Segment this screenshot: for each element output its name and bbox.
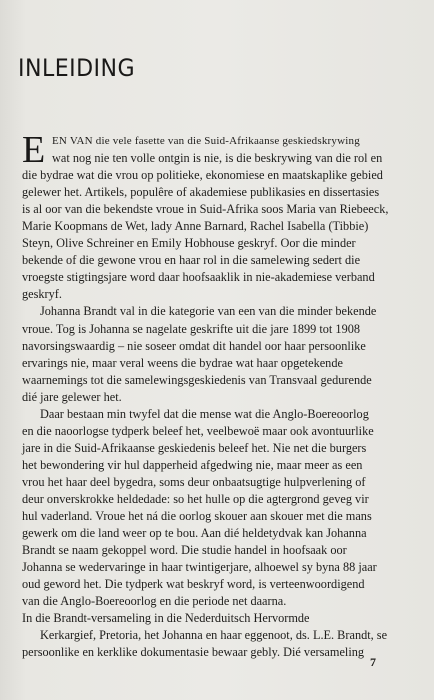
text-line: vroegste stigtingsjare word daar hoofsaaklik in nie-akademiese verband xyxy=(22,270,375,285)
text-line: EN VAN die vele fasette van die Suid-Afrikaanse geskiedskrywing xyxy=(52,135,360,147)
text-line: persoonlike en kerklike dokumentasie bewaar gebly. Dié versameling xyxy=(22,645,365,660)
text-line: Daar bestaan min twyfel dat die mense wat die Anglo-Boereoorlog xyxy=(40,406,369,421)
text-line: ervarings nie, maar veral weens die bydrae wat haar opgetekende xyxy=(22,355,343,370)
text-line: Johanna Brandt val in die kategorie van een van die minder bekende xyxy=(40,304,377,319)
text-line: vrou het haar deel bygedra, soms deur onbaatsugtige hulpverlening of xyxy=(22,474,366,489)
body-text xyxy=(22,129,389,679)
text-line: Brandt se naam gekoppel word. Die studie handel in hoofsaak oor xyxy=(22,543,347,558)
text-line: geskryf. xyxy=(22,287,62,302)
text-line: van die Anglo-Boereoorlog en die periode net daarna. xyxy=(22,594,287,609)
text-line: vroue. Tog is Johanna se nagelate geskrifte uit die jare 1899 tot 1908 xyxy=(22,321,361,336)
text-line: Kerkargief, Pretoria, het Johanna en haar eggenoot, ds. L.E. Brandt, se xyxy=(40,628,388,643)
page-number: 7 xyxy=(370,655,376,669)
text-line: bekende of die gewone vrou en haar rol in die samelewing sedert die xyxy=(22,253,361,268)
text-line: waarnemings tot die samelewingsgeskiedenis van Transvaal gedurende xyxy=(22,372,372,387)
text-line: Steyn, Olive Schreiner en Emily Hobhouse geskryf. Oor die minder xyxy=(22,236,356,251)
text-line: jare in die Suid-Afrikaanse geskiedenis beleef het. Nie net die burgers xyxy=(22,440,367,455)
text-line: In die Brandt-versameling in die Nederduitsch Hervormde xyxy=(22,611,310,626)
text-line xyxy=(22,661,380,678)
text-line: Marie Koopmans de Wet, lady Anne Barnard, Rachel Isabella (Tibbie) xyxy=(22,219,369,234)
text-line: Johanna se wedervaringe in haar twintigerjare, alhoewel sy byna 88 jaar xyxy=(22,560,377,575)
text-line: gewerk om die land weer op te bou. Aan dié heldetydvak kan Johanna xyxy=(22,526,367,541)
text-line: en die naoorlogse tydperk beleef het, veelbewoë maar ook avontuurlike xyxy=(22,423,374,438)
text-line: wat nog nie ten volle ontgin is nie, is die beskrywing van die rol en xyxy=(52,151,383,166)
text-line: is al oor van die bekendste vroue in Suid-Afrika soos Maria van Riebeeck, xyxy=(22,202,389,217)
text-line: deur onverskrokke heldedade: so het hulle op die agtergrond geveg vir xyxy=(22,491,369,506)
text-line: die bydrae wat die vrou op politieke, ekonomiese en maatskaplike gebied xyxy=(22,168,383,183)
text-line: gelewer het. Artikels, populêre of akademiese publikasies en dissertasies xyxy=(22,185,380,200)
drop-cap-letter: E xyxy=(22,129,46,171)
text-line: oud geword het. Die tydperk wat beskryf word, is verteenwoordigend xyxy=(22,577,365,592)
text-line: het bewondering vir hul dapperheid afgedwing nie, maar meer as een xyxy=(22,457,363,472)
text-line: hul vaderland. Vroue het ná die oorlog skouer aan skouer met die mans xyxy=(22,509,372,524)
dropcap-paragraph-start xyxy=(22,129,383,171)
chapter-heading: INLEIDING xyxy=(18,54,136,82)
text-line: navorsingswaardig – nie soseer omdat dit handel oor haar persoonlike xyxy=(22,338,366,353)
text-line: dié jare gelewer het. xyxy=(22,389,122,404)
